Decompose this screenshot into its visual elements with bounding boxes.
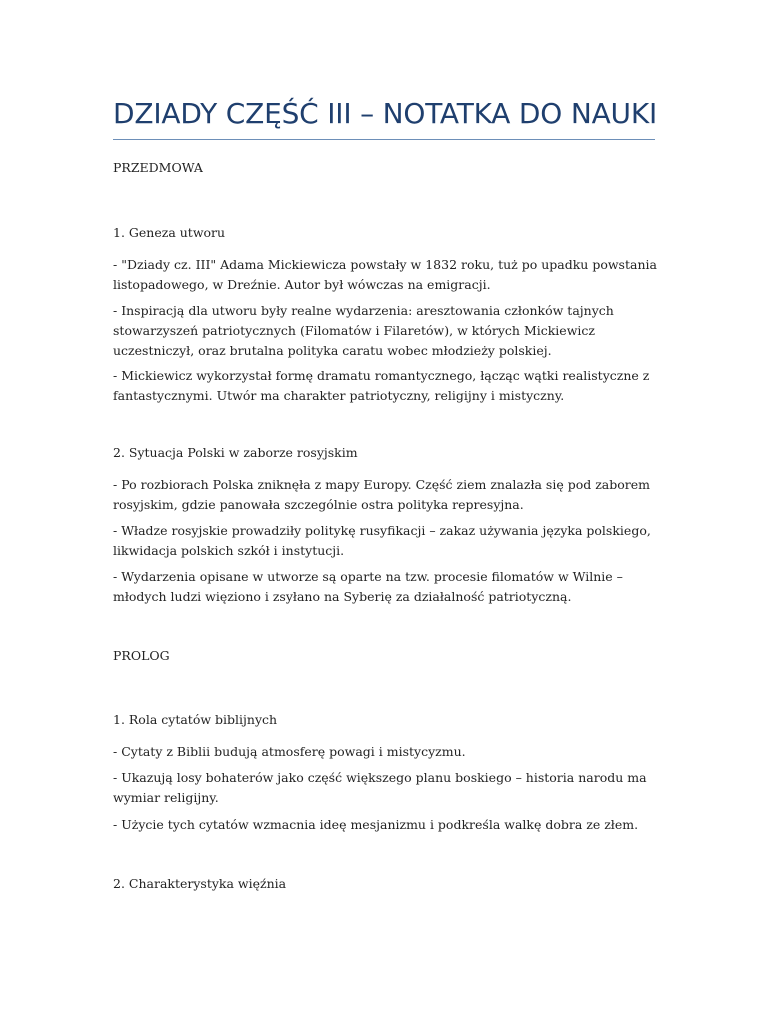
section-heading-preface: PRZEDMOWA bbox=[113, 160, 203, 175]
document-title: DZIADY CZĘŚĆ III – NOTATKA DO NAUKI bbox=[113, 97, 658, 130]
subheading-situation: 2. Sytuacja Polski w zaborze rosyjskim bbox=[113, 445, 358, 460]
paragraph-biblical-1: - Cytaty z Biblii budują atmosferę powagi i mistycyzmu. bbox=[113, 744, 466, 759]
paragraph-biblical-2: - Ukazują losy bohaterów jako część większego planu boskiego – historia narodu ma wymiar religijny. bbox=[113, 770, 647, 805]
subheading-genesis: 1. Geneza utworu bbox=[113, 225, 226, 240]
subheading-prisoner: 2. Charakterystyka więźnia bbox=[113, 876, 287, 891]
title-underline bbox=[113, 139, 655, 140]
paragraph-genesis-2: - Inspiracją dla utworu były realne wydarzenia: aresztowania członków tajnych stowarzyszeń patriotycznych (Filomatów i Filaretów), w których Mickiewicz uczestniczył, oraz brutalna polityka caratu wobec młodzieży polskiej. bbox=[113, 303, 614, 358]
paragraph-situation-3: - Wydarzenia opisane w utworze są oparte na tzw. procesie filomatów w Wilnie – młodych ludzi więziono i zsyłano na Syberię za działalność patriotyczną. bbox=[113, 569, 623, 604]
subheading-biblical: 1. Rola cytatów biblijnych bbox=[113, 712, 278, 727]
paragraph-genesis-1: - "Dziady cz. III" Adama Mickiewicza powstały w 1832 roku, tuż po upadku powstania listopadowego, w Dreźnie. Autor był wówczas na emigracji. bbox=[113, 257, 657, 292]
section-heading-prologue: PROLOG bbox=[113, 648, 170, 663]
paragraph-situation-1: - Po rozbiorach Polska zniknęła z mapy Europy. Część ziem znalazła się pod zaborem rosyjskim, gdzie panowała szczególnie ostra polityka represyjna. bbox=[113, 477, 650, 512]
paragraph-situation-2: - Władze rosyjskie prowadziły politykę rusyfikacji – zakaz używania języka polskiego, likwidacja polskich szkół i instytucji. bbox=[113, 523, 651, 558]
paragraph-genesis-3: - Mickiewicz wykorzystał formę dramatu romantycznego, łącząc wątki realistyczne z fantastycznymi. Utwór ma charakter patriotyczny, religijny i mistyczny. bbox=[113, 368, 650, 403]
paragraph-biblical-3: - Użycie tych cytatów wzmacnia ideę mesjanizmu i podkreśla walkę dobra ze złem. bbox=[113, 817, 639, 832]
